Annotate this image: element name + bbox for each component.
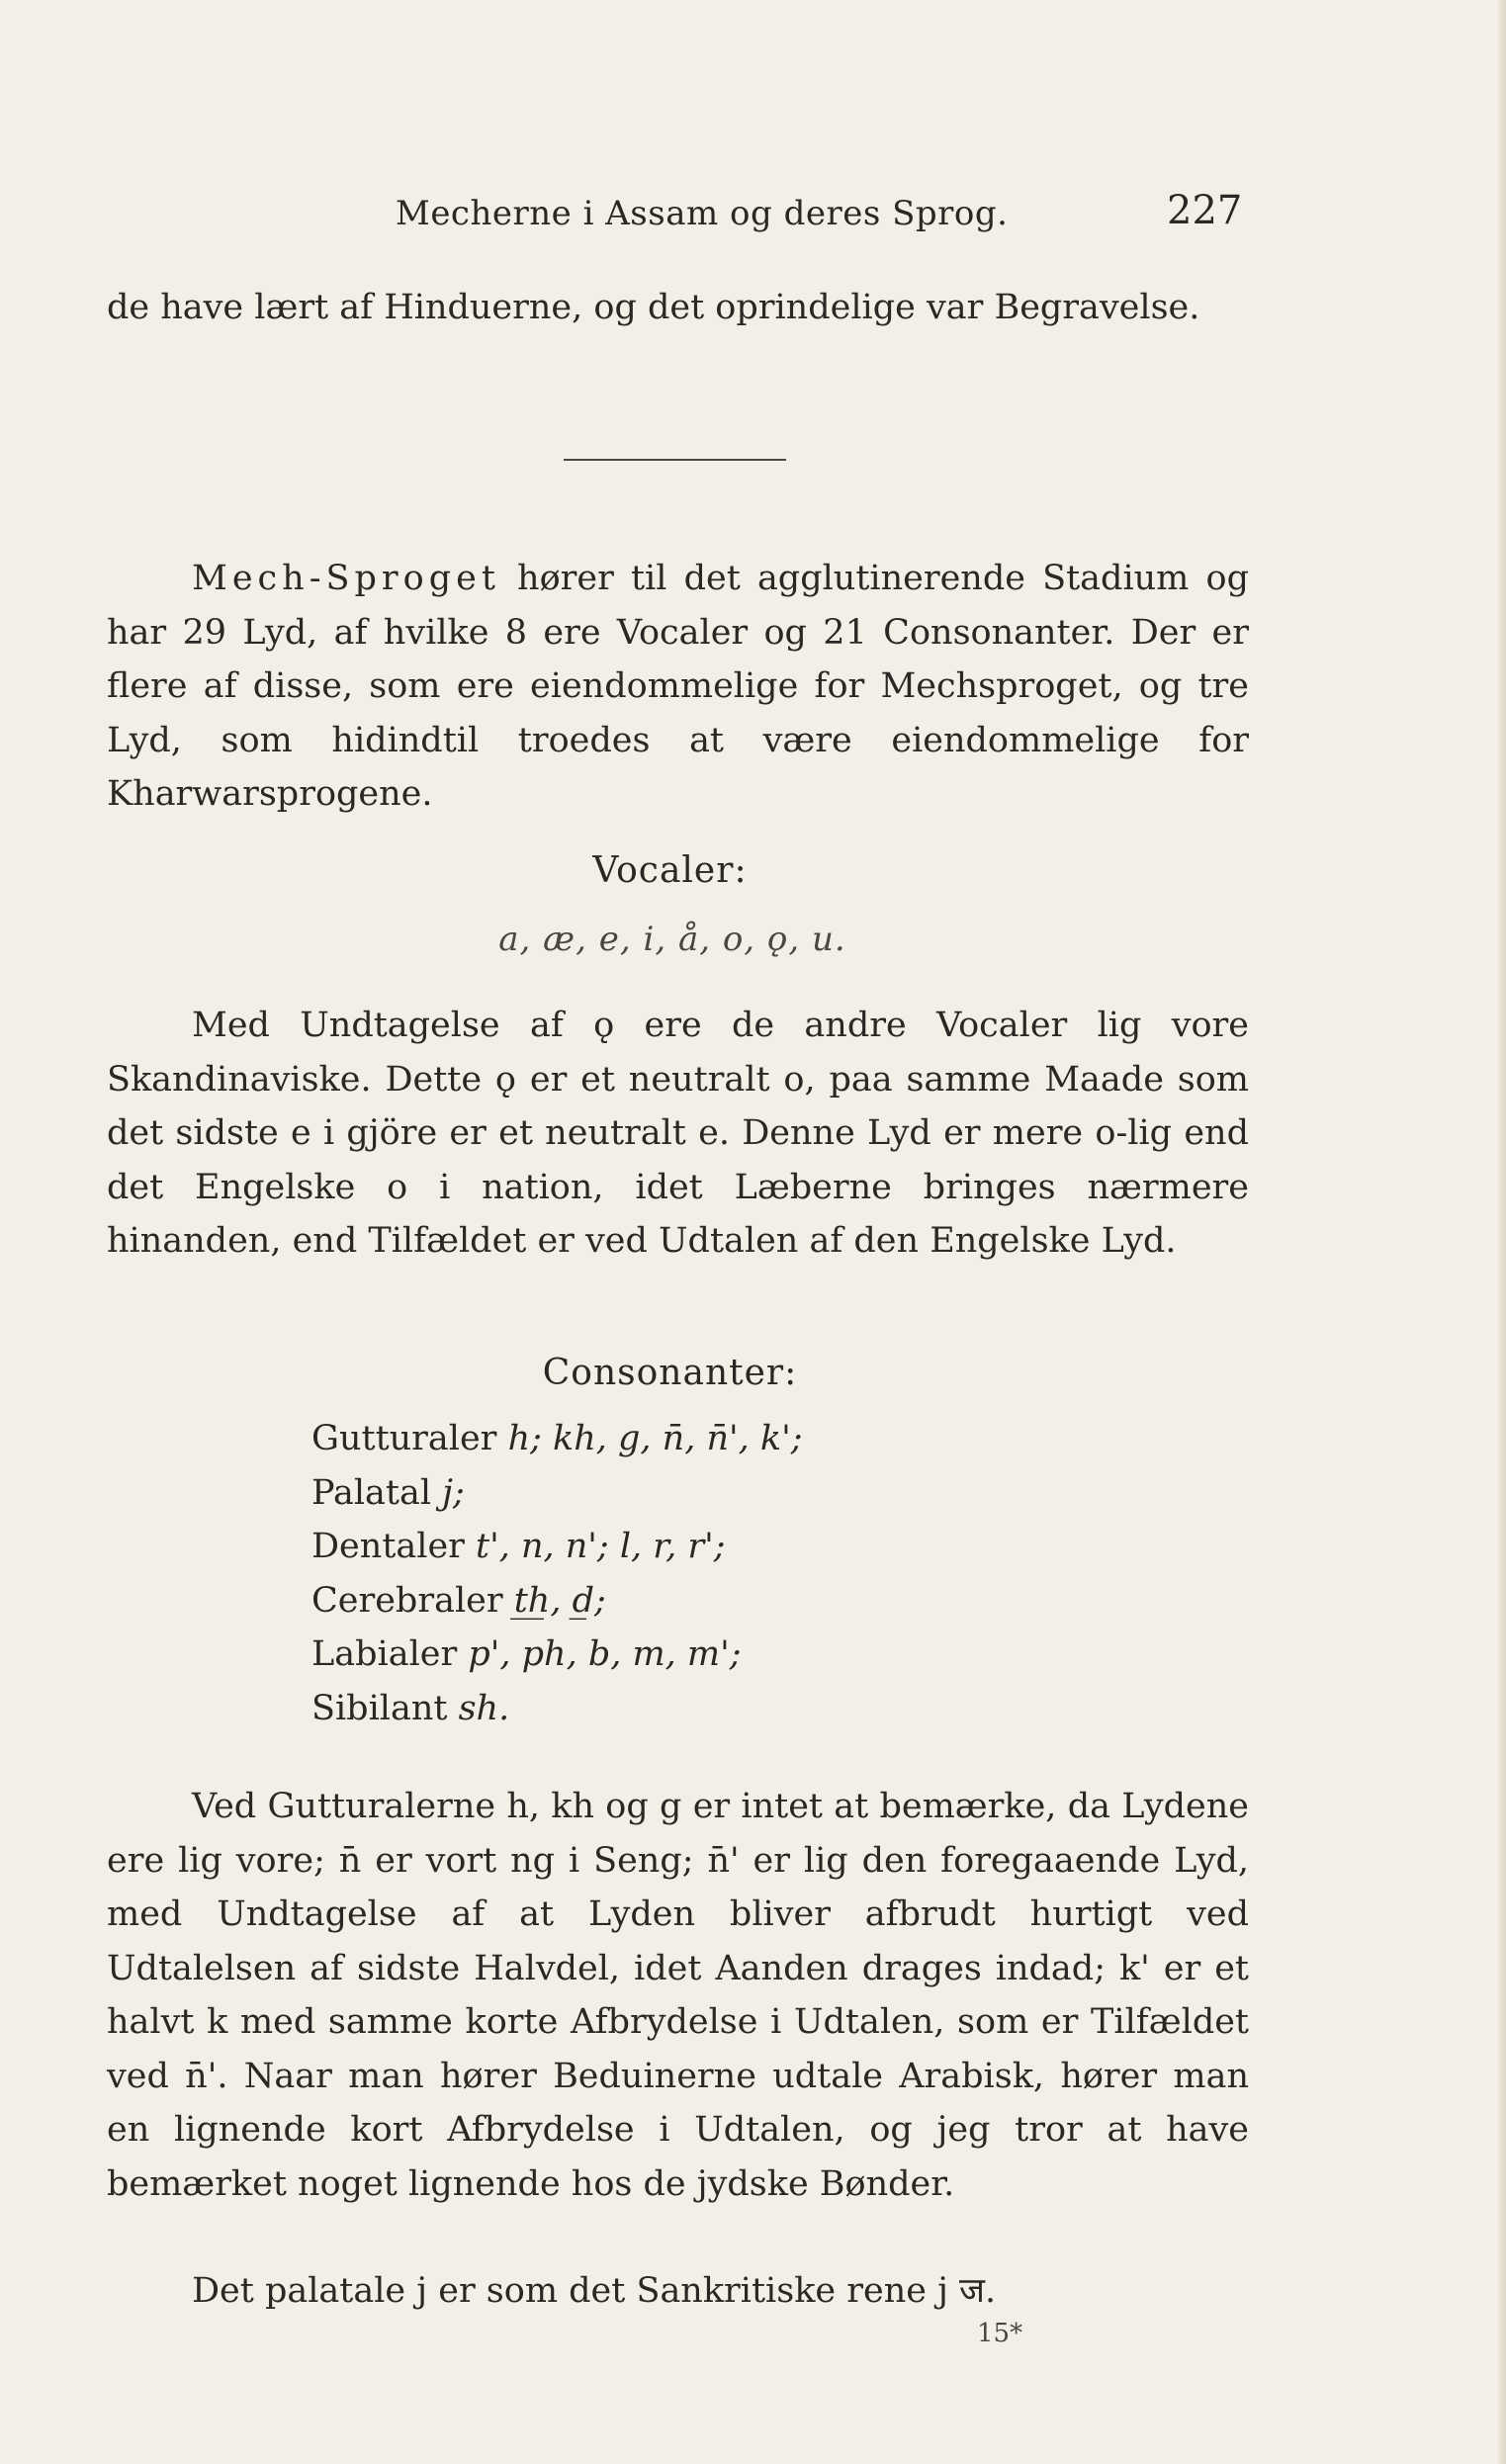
paragraph-vowels: Med Undtagelse af ǫ ere de andre Vocaler lig vore Skandinaviske. Dette ǫ er et neutralt o, paa samme Maade som det sidste e i gjöre er et neutralt e. Denne Lyd er mere o-lig end det Engelske o i nation, idet Læberne bringes nærmere hinanden, end Tilfældet er ved Udtalen af den Engelske Lyd. [107,1006,1249,1261]
paragraph-gutturals: Ved Gutturalerne h, kh og g er intet at bemærke, da Lydene ere lig vore; n̄ er vort ng i Seng; n̄' er lig den foregaaende Lyd, med Undtagelse af at Lyden bliver afbrudt hurtigt ved Udtalelsen af sidste Halvdel, idet Aanden drages indad; k' er et halvt k med samme korte Afbrydelse i Udtalen, som er Tilfældet ved n̄'. Naar man hører Beduinerne udtale Arabisk, hører man en lignende kort Afbrydelse i Udtalen, og jeg tror at have bemærket noget lignende hos de jydske Bønder. [107,1787,1249,2204]
group-label: Labialer [311,1634,458,1674]
group-label: Palatal [311,1472,432,1513]
consonant-group [311,1520,1201,1574]
consonants-heading: Consonanter: [542,1353,798,1393]
running-title: Mecherne i Assam og deres Sprog. [396,194,1009,233]
group-sounds: p', ph, b, m, m'; [468,1634,742,1674]
group-sounds: h; kh, g, n̄, n̄', k'; [507,1419,803,1458]
vowels-list: a, æ, e, i, å, o, ǫ, u. [498,920,846,959]
vowels-heading: Vocaler: [592,850,748,891]
lead-term: Mech-Sproget [192,559,500,598]
consonants-list [311,1412,1201,1735]
section-divider [564,459,786,461]
page-edge [1498,0,1506,2464]
paragraph-mech-language [107,552,1249,822]
page-number: 227 [1167,188,1243,233]
consonant-group [311,1682,1201,1736]
paragraph-palatal: Det palatale j er som det Sankritiske rene j ज. [192,2271,997,2311]
consonant-group [311,1412,1201,1466]
group-label: Sibilant [311,1688,448,1728]
group-sounds: t̲h̲, d̲; [513,1580,606,1621]
group-sounds: t', n, n'; l, r, r'; [476,1527,726,1566]
paragraph-body: hører til det agglutinerende Stadium og har 29 Lyd, af hvilke 8 ere Vocaler og 21 Consonanter. Der er flere af disse, som ere eiendommelige for Mechsproget, og tre Lyd, som hidindtil troedes at være eiendommelige for Kharwarsprogene. [107,559,1249,814]
consonant-group [311,1466,1201,1521]
group-label: Cerebraler [311,1580,503,1621]
printer-signature: 15* [977,2319,1023,2348]
group-sounds: j; [442,1472,465,1513]
consonant-group [311,1574,1201,1628]
consonant-group [311,1628,1201,1682]
group-label: Dentaler [311,1527,465,1566]
paragraph-intro: de have lært af Hinduerne, og det oprindelige var Begravelse. [107,288,1200,327]
group-label: Gutturaler [311,1419,497,1458]
group-sounds: sh. [458,1688,510,1728]
